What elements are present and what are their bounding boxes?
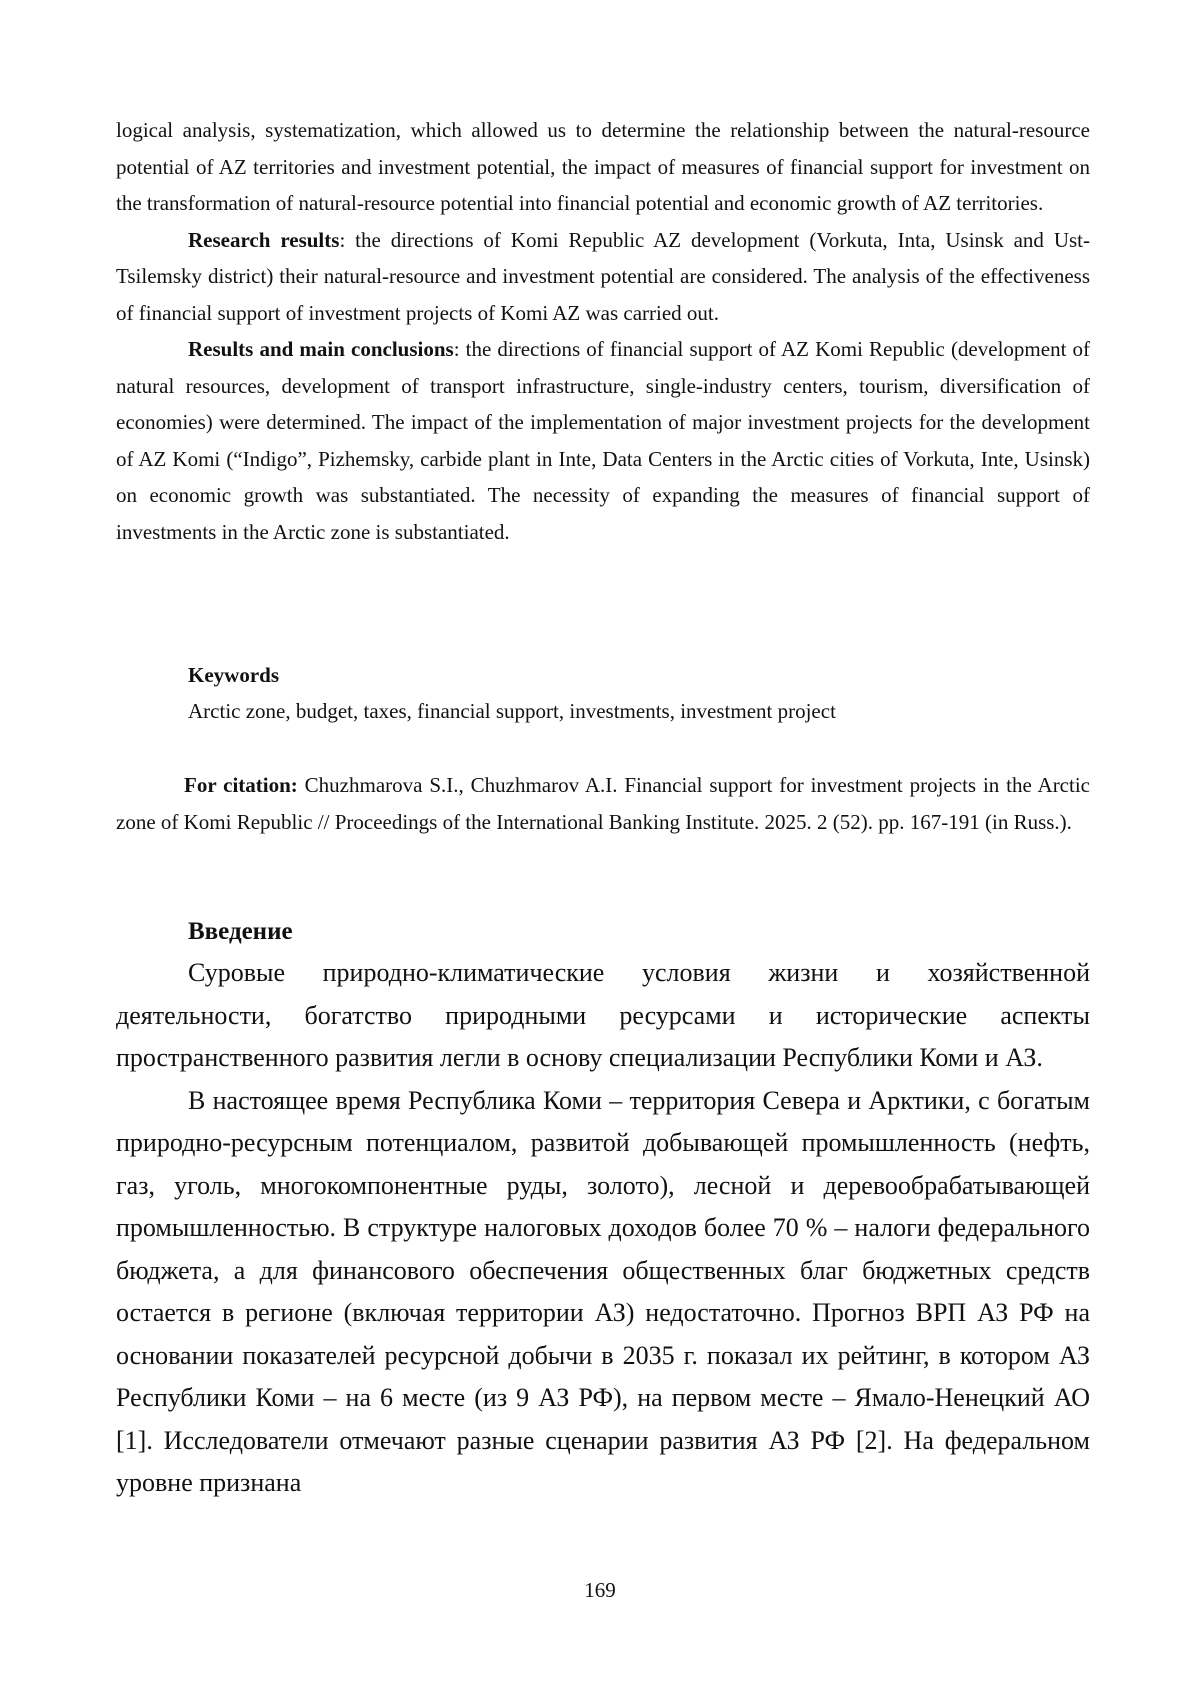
abstract-results-paragraph <box>116 222 1090 332</box>
keywords-title: Keywords <box>188 663 279 687</box>
abstract-conclusions-paragraph <box>116 331 1090 550</box>
conclusions-label: Results and main conclusions <box>188 337 454 361</box>
citation-section <box>116 767 1090 840</box>
keywords-text: Arctic zone, budget, taxes, financial support, investments, investment project <box>188 699 836 723</box>
conclusions-text: : the directions of financial support of AZ Komi Republic (development of natural resources, development of transport infrastructure, single-industry centers, tourism, diversification of economies) were determined. The impact of the implementation of major investment projects for the development of AZ Komi (“Indigo”, Pizhemsky, carbide plant in Inte, Data Centers in the Arctic cities of Vorkuta, Inte, Usinsk) on economic growth was substantiated. The necessity of expanding the measures of financial support of investments in the Arctic zone is substantiated. <box>116 337 1090 544</box>
citation-label: For citation: <box>184 773 298 797</box>
page-number: 169 <box>584 1578 616 1602</box>
results-text: : the directions of Komi Republic AZ development (Vorkuta, Inta, Usinsk and Ust-Tsilemsky district) their natural-resource and investment potential are considered. The analysis of the effectiveness of financial support of investment projects of Komi AZ was carried out. <box>116 227 1090 325</box>
abstract-methods-tail: logical analysis, systematization, which allowed us to determine the relationship between the natural-resource potential of AZ territories and investment potential, the impact of measures of financial support for investment on the transformation of natural-resource potential into financial potential and economic growth of AZ territories. <box>116 118 1090 215</box>
intro-paragraph-1: Суровые природно-климатические условия жизни и хозяйственной деятельности, богатство природными ресурсами и исторические аспекты пространственного развития легли в основу специализации Республики Коми и АЗ. <box>116 958 1090 1072</box>
intro-heading: Введение <box>188 918 293 945</box>
abstract-section <box>116 112 1090 550</box>
intro-body <box>116 952 1090 1505</box>
results-label: Research results <box>188 227 340 252</box>
citation-paragraph <box>116 767 1090 840</box>
citation-text: Chuzhmarova S.I., Chuzhmarov A.I. Financial support for investment projects in the Arctic zone of Komi Republic // Proceedings of the International Banking Institute. 2025. 2 (52). pp. 167-191 (in Russ.). <box>116 773 1090 834</box>
intro-section <box>116 912 1090 1505</box>
intro-paragraph-2: В настоящее время Республика Коми – территория Севера и Арктики, с богатым природно-ресурсным потенциалом, развитой добывающей промышленность (нефть, газ, уголь, многокомпонентные руды, золото), лесной и деревообрабатывающей промышленностью. В структуре налоговых доходов более 70 % – налоги федерального бюджета, а для финансового обеспечения общественных благ бюджетных средств остается в регионе (включая территории АЗ) недостаточно. Прогноз ВРП АЗ РФ на основании показателей ресурсной добычи в 2035 г. показал их рейтинг, в котором АЗ Республики Коми – на 6 месте (из 9 АЗ РФ), на первом месте – Ямало-Ненецкий АО [1]. Исследователи отмечают разные сценарии развития АЗ РФ [2]. На федеральном уровне признана <box>116 1085 1090 1497</box>
keywords-section <box>116 657 1090 729</box>
